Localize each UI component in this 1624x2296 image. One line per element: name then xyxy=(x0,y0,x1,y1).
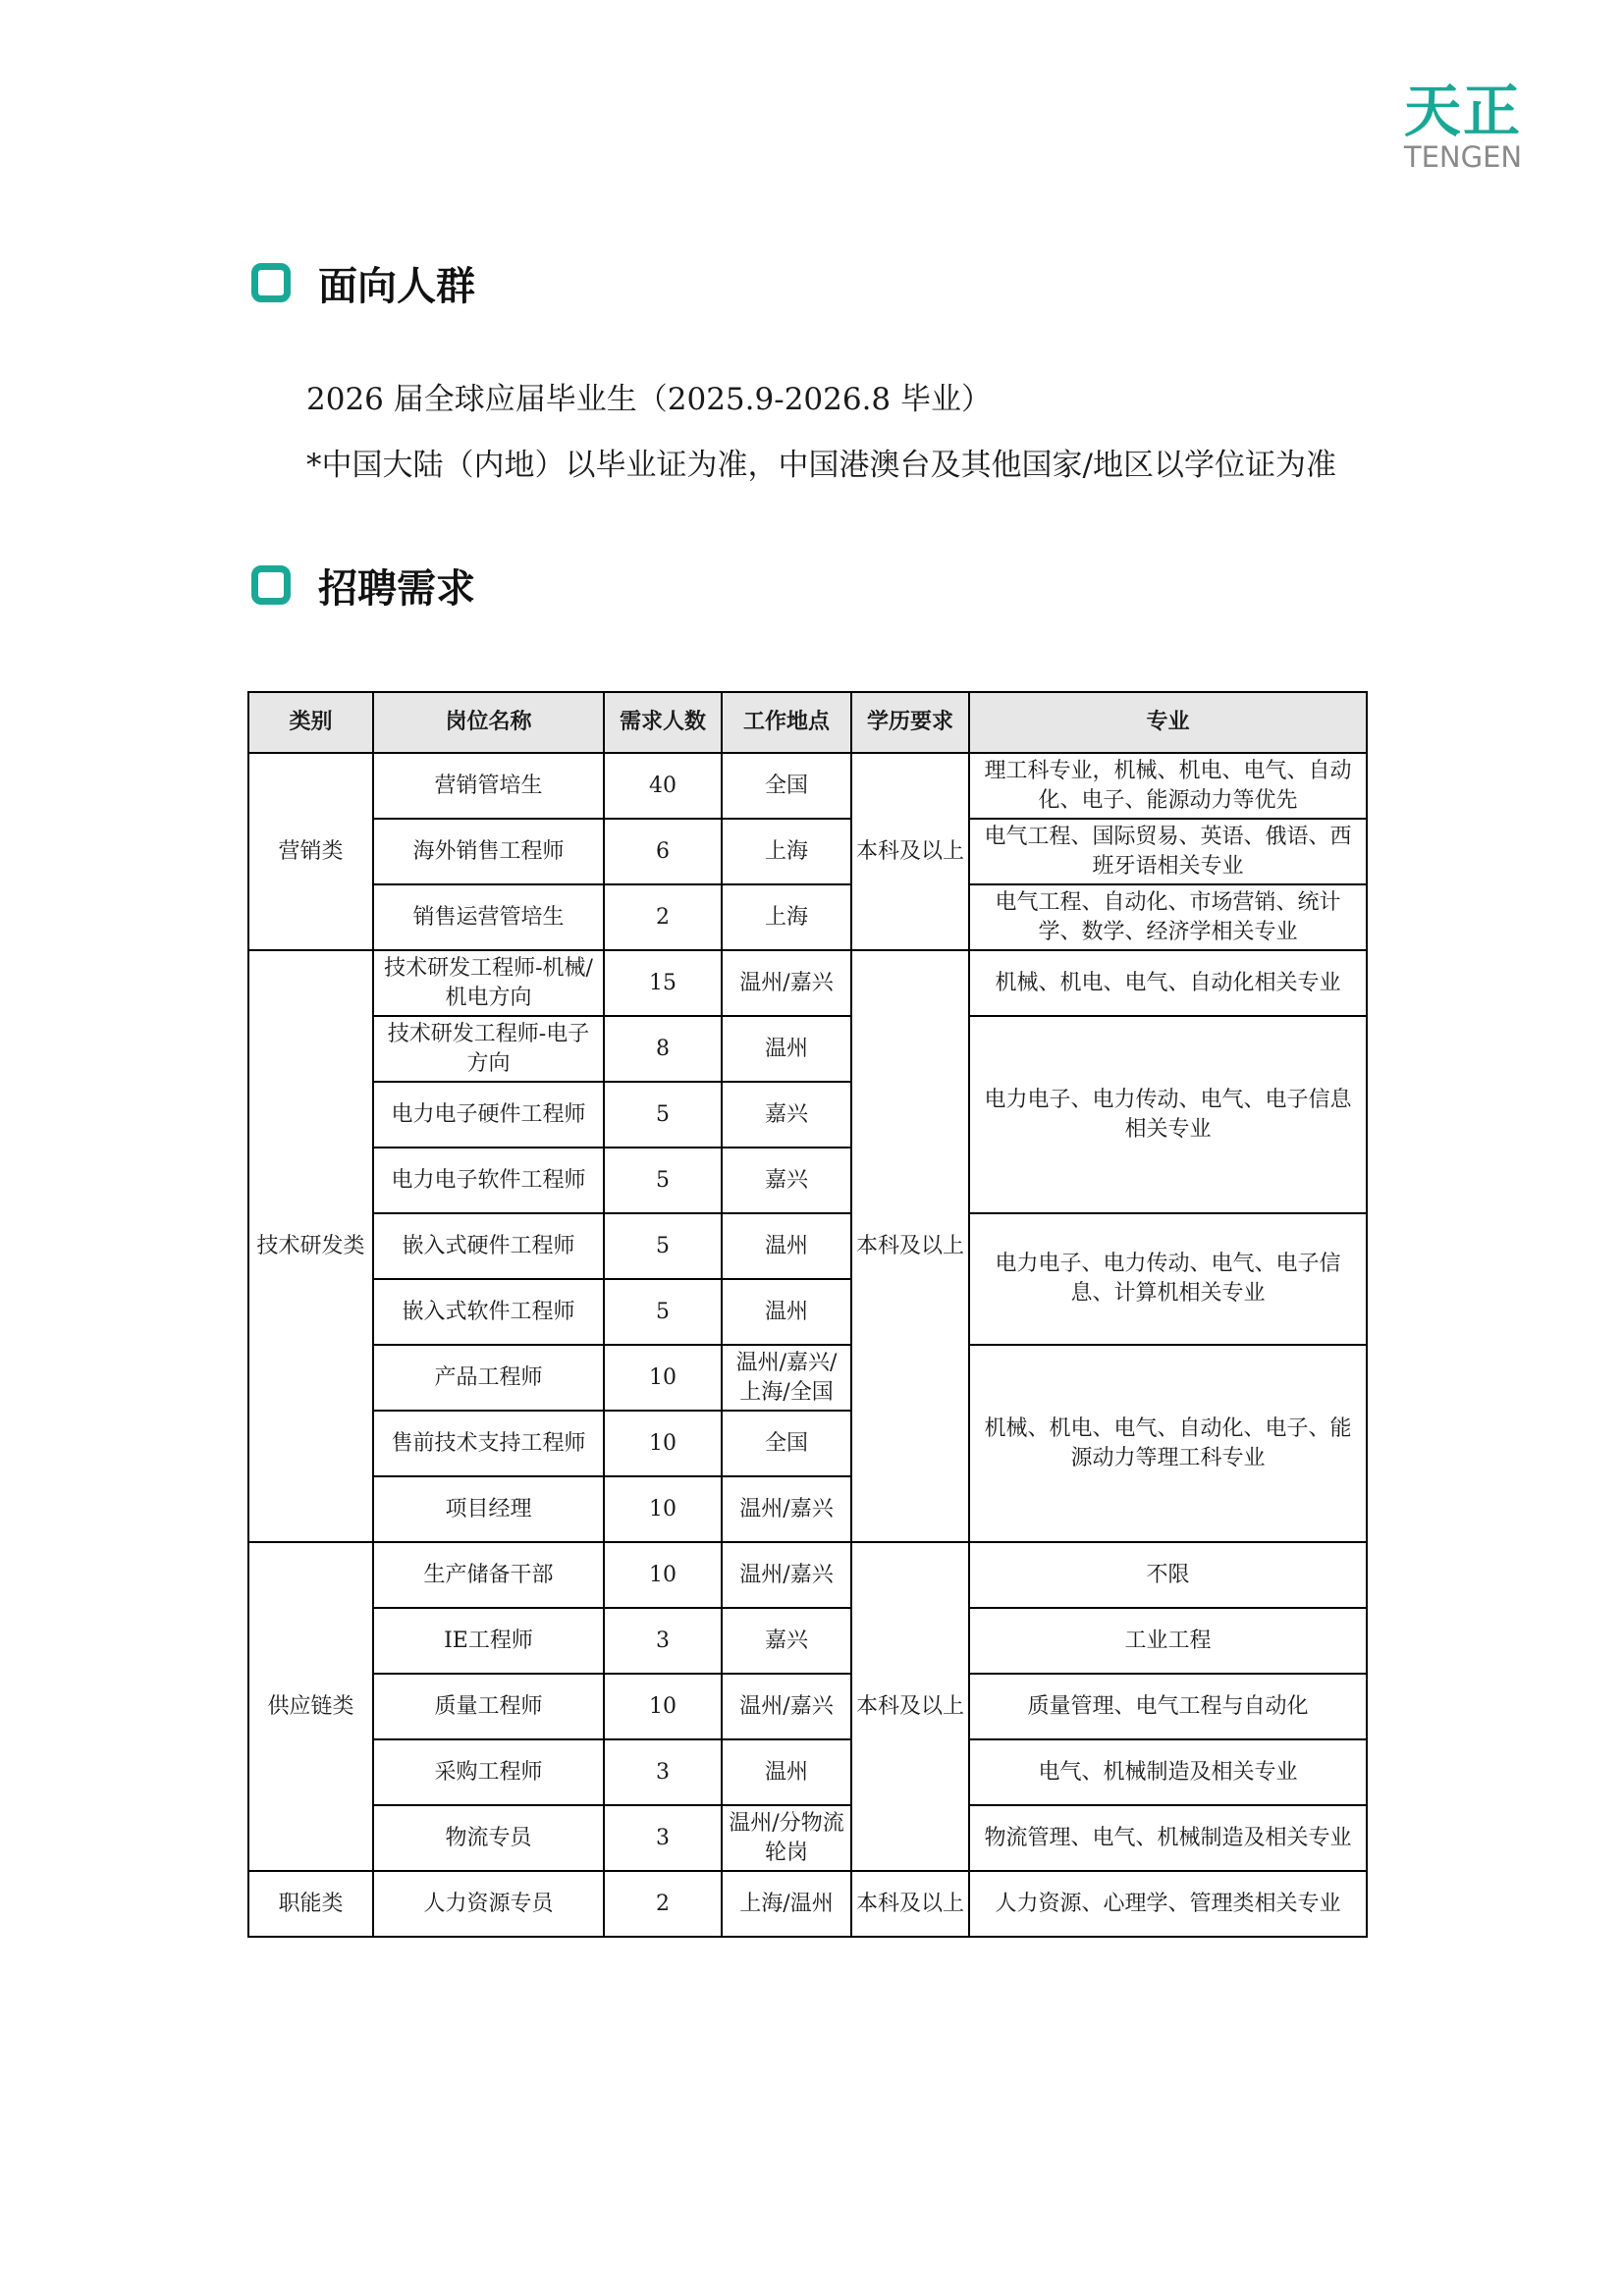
position-cell: 海外销售工程师 xyxy=(373,819,604,884)
education-cell: 本科及以上 xyxy=(851,950,969,1542)
count-cell: 10 xyxy=(604,1674,722,1739)
location-cell: 温州/分物流轮岗 xyxy=(722,1805,851,1871)
rounded-square-icon xyxy=(251,565,291,605)
major-cell: 电气工程、国际贸易、英语、俄语、西班牙语相关专业 xyxy=(969,819,1367,884)
location-cell: 温州 xyxy=(722,1016,851,1082)
table-row xyxy=(248,819,1367,884)
major-cell: 机械、机电、电气、自动化相关专业 xyxy=(969,950,1367,1016)
major-cell: 不限 xyxy=(969,1542,1367,1608)
count-cell: 8 xyxy=(604,1016,722,1082)
count-cell: 10 xyxy=(604,1542,722,1608)
position-cell: 技术研发工程师-电子方向 xyxy=(373,1016,604,1082)
table-row xyxy=(248,1016,1367,1082)
section-title-demand: 招聘需求 xyxy=(318,565,475,612)
major-cell: 电力电子、电力传动、电气、电子信息相关专业 xyxy=(969,1016,1367,1213)
position-cell: 售前技术支持工程师 xyxy=(373,1411,604,1476)
location-cell: 全国 xyxy=(722,753,851,819)
table-row xyxy=(248,1805,1367,1871)
location-cell: 上海 xyxy=(722,884,851,950)
logo-chinese-text: 天正 xyxy=(1403,78,1522,144)
table-row xyxy=(248,884,1367,950)
location-cell: 温州/嘉兴 xyxy=(722,1476,851,1542)
position-cell: 销售运营管培生 xyxy=(373,884,604,950)
major-cell: 工业工程 xyxy=(969,1608,1367,1674)
count-cell: 2 xyxy=(604,1871,722,1937)
rounded-square-icon xyxy=(251,263,291,302)
count-cell: 5 xyxy=(604,1082,722,1148)
location-cell: 温州 xyxy=(722,1213,851,1279)
major-cell: 理工科专业，机械、机电、电气、自动化、电子、能源动力等优先 xyxy=(969,753,1367,819)
location-cell: 温州 xyxy=(722,1279,851,1345)
section-header-demand xyxy=(251,558,475,613)
header-education: 学历要求 xyxy=(851,692,969,753)
position-cell: 嵌入式硬件工程师 xyxy=(373,1213,604,1279)
section-title-audience: 面向人群 xyxy=(318,263,475,309)
location-cell: 全国 xyxy=(722,1411,851,1476)
header-position: 岗位名称 xyxy=(373,692,604,753)
header-count: 需求人数 xyxy=(604,692,722,753)
location-cell: 温州/嘉兴 xyxy=(722,1674,851,1739)
location-cell: 上海 xyxy=(722,819,851,884)
table-row xyxy=(248,1739,1367,1805)
company-logo xyxy=(1384,80,1542,173)
count-cell: 15 xyxy=(604,950,722,1016)
position-cell: 电力电子软件工程师 xyxy=(373,1148,604,1213)
table-row xyxy=(248,1213,1367,1279)
major-cell: 机械、机电、电气、自动化、电子、能源动力等理工科专业 xyxy=(969,1345,1367,1542)
major-cell: 质量管理、电气工程与自动化 xyxy=(969,1674,1367,1739)
count-cell: 10 xyxy=(604,1411,722,1476)
table-row xyxy=(248,1674,1367,1739)
position-cell: 生产储备干部 xyxy=(373,1542,604,1608)
position-cell: 物流专员 xyxy=(373,1805,604,1871)
location-cell: 嘉兴 xyxy=(722,1608,851,1674)
position-cell: 营销管培生 xyxy=(373,753,604,819)
table-row xyxy=(248,1345,1367,1411)
count-cell: 3 xyxy=(604,1739,722,1805)
location-cell: 嘉兴 xyxy=(722,1082,851,1148)
header-location: 工作地点 xyxy=(722,692,851,753)
recruitment-table xyxy=(247,691,1368,1938)
position-cell: 质量工程师 xyxy=(373,1674,604,1739)
education-cell: 本科及以上 xyxy=(851,1871,969,1937)
location-cell: 温州/嘉兴/上海/全国 xyxy=(722,1345,851,1411)
logo-english-text: TENGEN xyxy=(1403,140,1523,174)
table-row xyxy=(248,1542,1367,1608)
major-cell: 人力资源、心理学、管理类相关专业 xyxy=(969,1871,1367,1937)
count-cell: 5 xyxy=(604,1279,722,1345)
location-cell: 温州 xyxy=(722,1739,851,1805)
category-cell: 职能类 xyxy=(248,1871,373,1937)
major-cell: 电气工程、自动化、市场营销、统计学、数学、经济学相关专业 xyxy=(969,884,1367,950)
count-cell: 2 xyxy=(604,884,722,950)
location-cell: 温州/嘉兴 xyxy=(722,1542,851,1608)
table-header-row xyxy=(248,692,1367,753)
major-cell: 物流管理、电气、机械制造及相关专业 xyxy=(969,1805,1367,1871)
count-cell: 6 xyxy=(604,819,722,884)
position-cell: 嵌入式软件工程师 xyxy=(373,1279,604,1345)
audience-line-1: 2026 届全球应届毕业生（2025.9-2026.8 毕业） xyxy=(306,382,993,417)
education-cell: 本科及以上 xyxy=(851,1542,969,1871)
position-cell: 人力资源专员 xyxy=(373,1871,604,1937)
table-row xyxy=(248,753,1367,819)
education-cell: 本科及以上 xyxy=(851,753,969,950)
table-row xyxy=(248,1608,1367,1674)
count-cell: 10 xyxy=(604,1345,722,1411)
section-header-audience xyxy=(251,255,475,310)
audience-line-2: *中国大陆（内地）以毕业证为准，中国港澳台及其他国家/地区以学位证为准 xyxy=(306,448,1336,483)
table-row xyxy=(248,1871,1367,1937)
position-cell: 产品工程师 xyxy=(373,1345,604,1411)
position-cell: 采购工程师 xyxy=(373,1739,604,1805)
major-cell: 电气、机械制造及相关专业 xyxy=(969,1739,1367,1805)
count-cell: 5 xyxy=(604,1213,722,1279)
category-cell: 技术研发类 xyxy=(248,950,373,1542)
location-cell: 嘉兴 xyxy=(722,1148,851,1213)
table-row xyxy=(248,950,1367,1016)
count-cell: 5 xyxy=(604,1148,722,1213)
header-category: 类别 xyxy=(248,692,373,753)
position-cell: 电力电子硬件工程师 xyxy=(373,1082,604,1148)
position-cell: IE工程师 xyxy=(373,1608,604,1674)
category-cell: 营销类 xyxy=(248,753,373,950)
count-cell: 10 xyxy=(604,1476,722,1542)
count-cell: 3 xyxy=(604,1608,722,1674)
category-cell: 供应链类 xyxy=(248,1542,373,1871)
position-cell: 技术研发工程师-机械/机电方向 xyxy=(373,950,604,1016)
count-cell: 40 xyxy=(604,753,722,819)
location-cell: 温州/嘉兴 xyxy=(722,950,851,1016)
major-cell: 电力电子、电力传动、电气、电子信息、计算机相关专业 xyxy=(969,1213,1367,1345)
location-cell: 上海/温州 xyxy=(722,1871,851,1937)
position-cell: 项目经理 xyxy=(373,1476,604,1542)
count-cell: 3 xyxy=(604,1805,722,1871)
header-major: 专业 xyxy=(969,692,1367,753)
